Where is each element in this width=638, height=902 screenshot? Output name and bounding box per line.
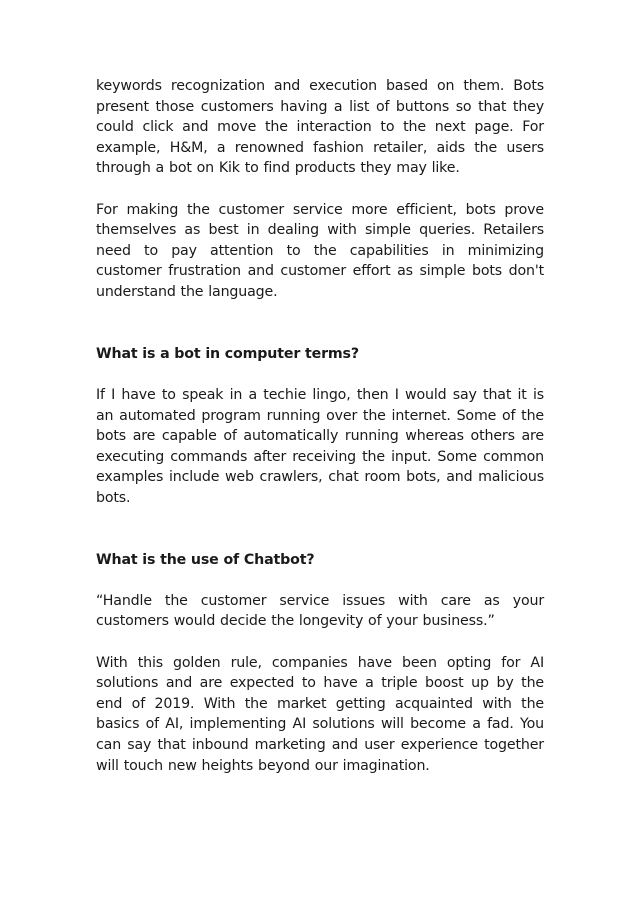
paragraph-customer-service: For making the customer service more efficient, bots prove themselves as best in dealing with simple queries. Retailers need to pay attention to the capabilities in minimizing customer frustration and customer effort as simple bots don't understand the language. [96,201,544,300]
heading-use-of-chatbot: What is the use of Chatbot? [96,551,315,568]
paragraph-techie-lingo: If I have to speak in a techie lingo, then I would say that it is an automated program running over the internet. Some of the bots are capable of automatically running whereas others are executing commands after receiving the input. Some common examples include web crawlers, chat room bots, and malicious bots. [96,386,544,506]
heading-bot-computer-terms: What is a bot in computer terms? [96,345,359,362]
spacer [96,364,544,385]
spacer [96,508,544,549]
spacer [96,179,544,200]
paragraph-ai-solutions: With this golden rule, companies have been opting for AI solutions and are expected to have a triple boost up by the end of 2019. With the market getting acquainted with the basics of AI, implementing AI solutions will become a fad. You can say that inbound marketing and user experience together will touch new heights beyond our imagination. [96,654,544,774]
spacer [96,632,544,653]
paragraph-bot-keywords: keywords recognization and execution based on them. Bots present those customers having a list of buttons so that they could click and move the interaction to the next page. For example, H&M, a renowned fashion retailer, aids the users through a bot on Kik to find products they may like. [96,78,544,177]
spacer [96,303,544,344]
spacer [96,570,544,591]
document-page [96,76,544,776]
quote-golden-rule: “Handle the customer service issues with care as your customers would decide the longevity of your business.” [96,592,544,630]
